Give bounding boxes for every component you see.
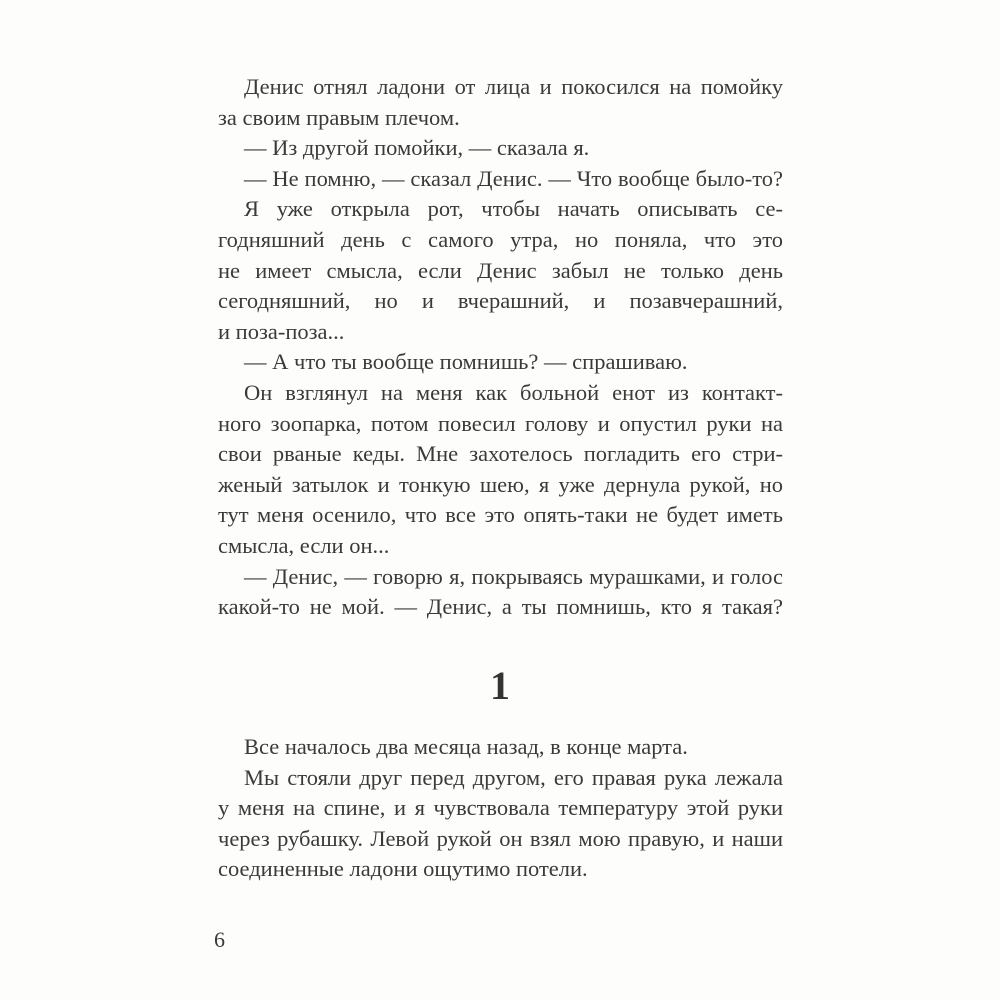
text-line: Я уже открыла рот, чтобы начать описывать се- [244,196,783,222]
text-line: — Денис, — говорю я, покрываясь мурашками, и голос [244,563,783,589]
page-number: 6 [214,927,225,952]
text-line: сегодняшний, но и вчерашний, и позавчерашний, [218,288,783,314]
text-block-bottom [218,732,783,885]
text-line: у меня на спине, и я чувствовала температуру этой руки [218,795,783,821]
text-line: Все началось два месяца назад, в конце марта. [244,734,688,759]
chapter-number: 1 [490,663,510,708]
text-line: свои рваные кеды. Мне захотелось погладить его стри- [218,441,783,467]
text-line: и поза-поза... [218,318,345,344]
text-line: женый затылок и тонкую шею, я уже дернула рукой, но [218,471,783,497]
text-line: годняшний день с самого утра, но поняла, что это [218,226,783,252]
text-line: через рубашку. Левой рукой он взял мою правую, и наши [218,825,783,851]
text-line: Он взглянул на меня как больной енот из контакт- [244,379,783,405]
text-line: какой-то не мой. — Денис, а ты помнишь, кто я такая? [218,594,783,620]
text-block-top [218,72,783,623]
text-line: не имеет смысла, если Денис забыл не только день [218,257,783,283]
text-line: тут меня осенило, что все это опять-таки не будет иметь [218,502,783,528]
text-line: ного зоопарка, потом повесил голову и опустил руки на [218,410,783,436]
text-line: соединенные ладони ощутимо потели. [218,856,588,882]
text-line: — Не помню, — сказал Денис. — Что вообще было-то? [244,165,783,191]
text-line: — А что ты вообще помнишь? — спрашиваю. [244,349,688,375]
text-line: смысла, если он... [218,532,390,558]
text-line: за своим правым плечом. [218,104,460,130]
text-line: Денис отнял ладони от лица и покосился на помойку [244,74,783,99]
text-line: Мы стояли друг перед другом, его правая рука лежала [244,764,783,790]
text-line: — Из другой помойки, — сказала я. [244,135,590,161]
